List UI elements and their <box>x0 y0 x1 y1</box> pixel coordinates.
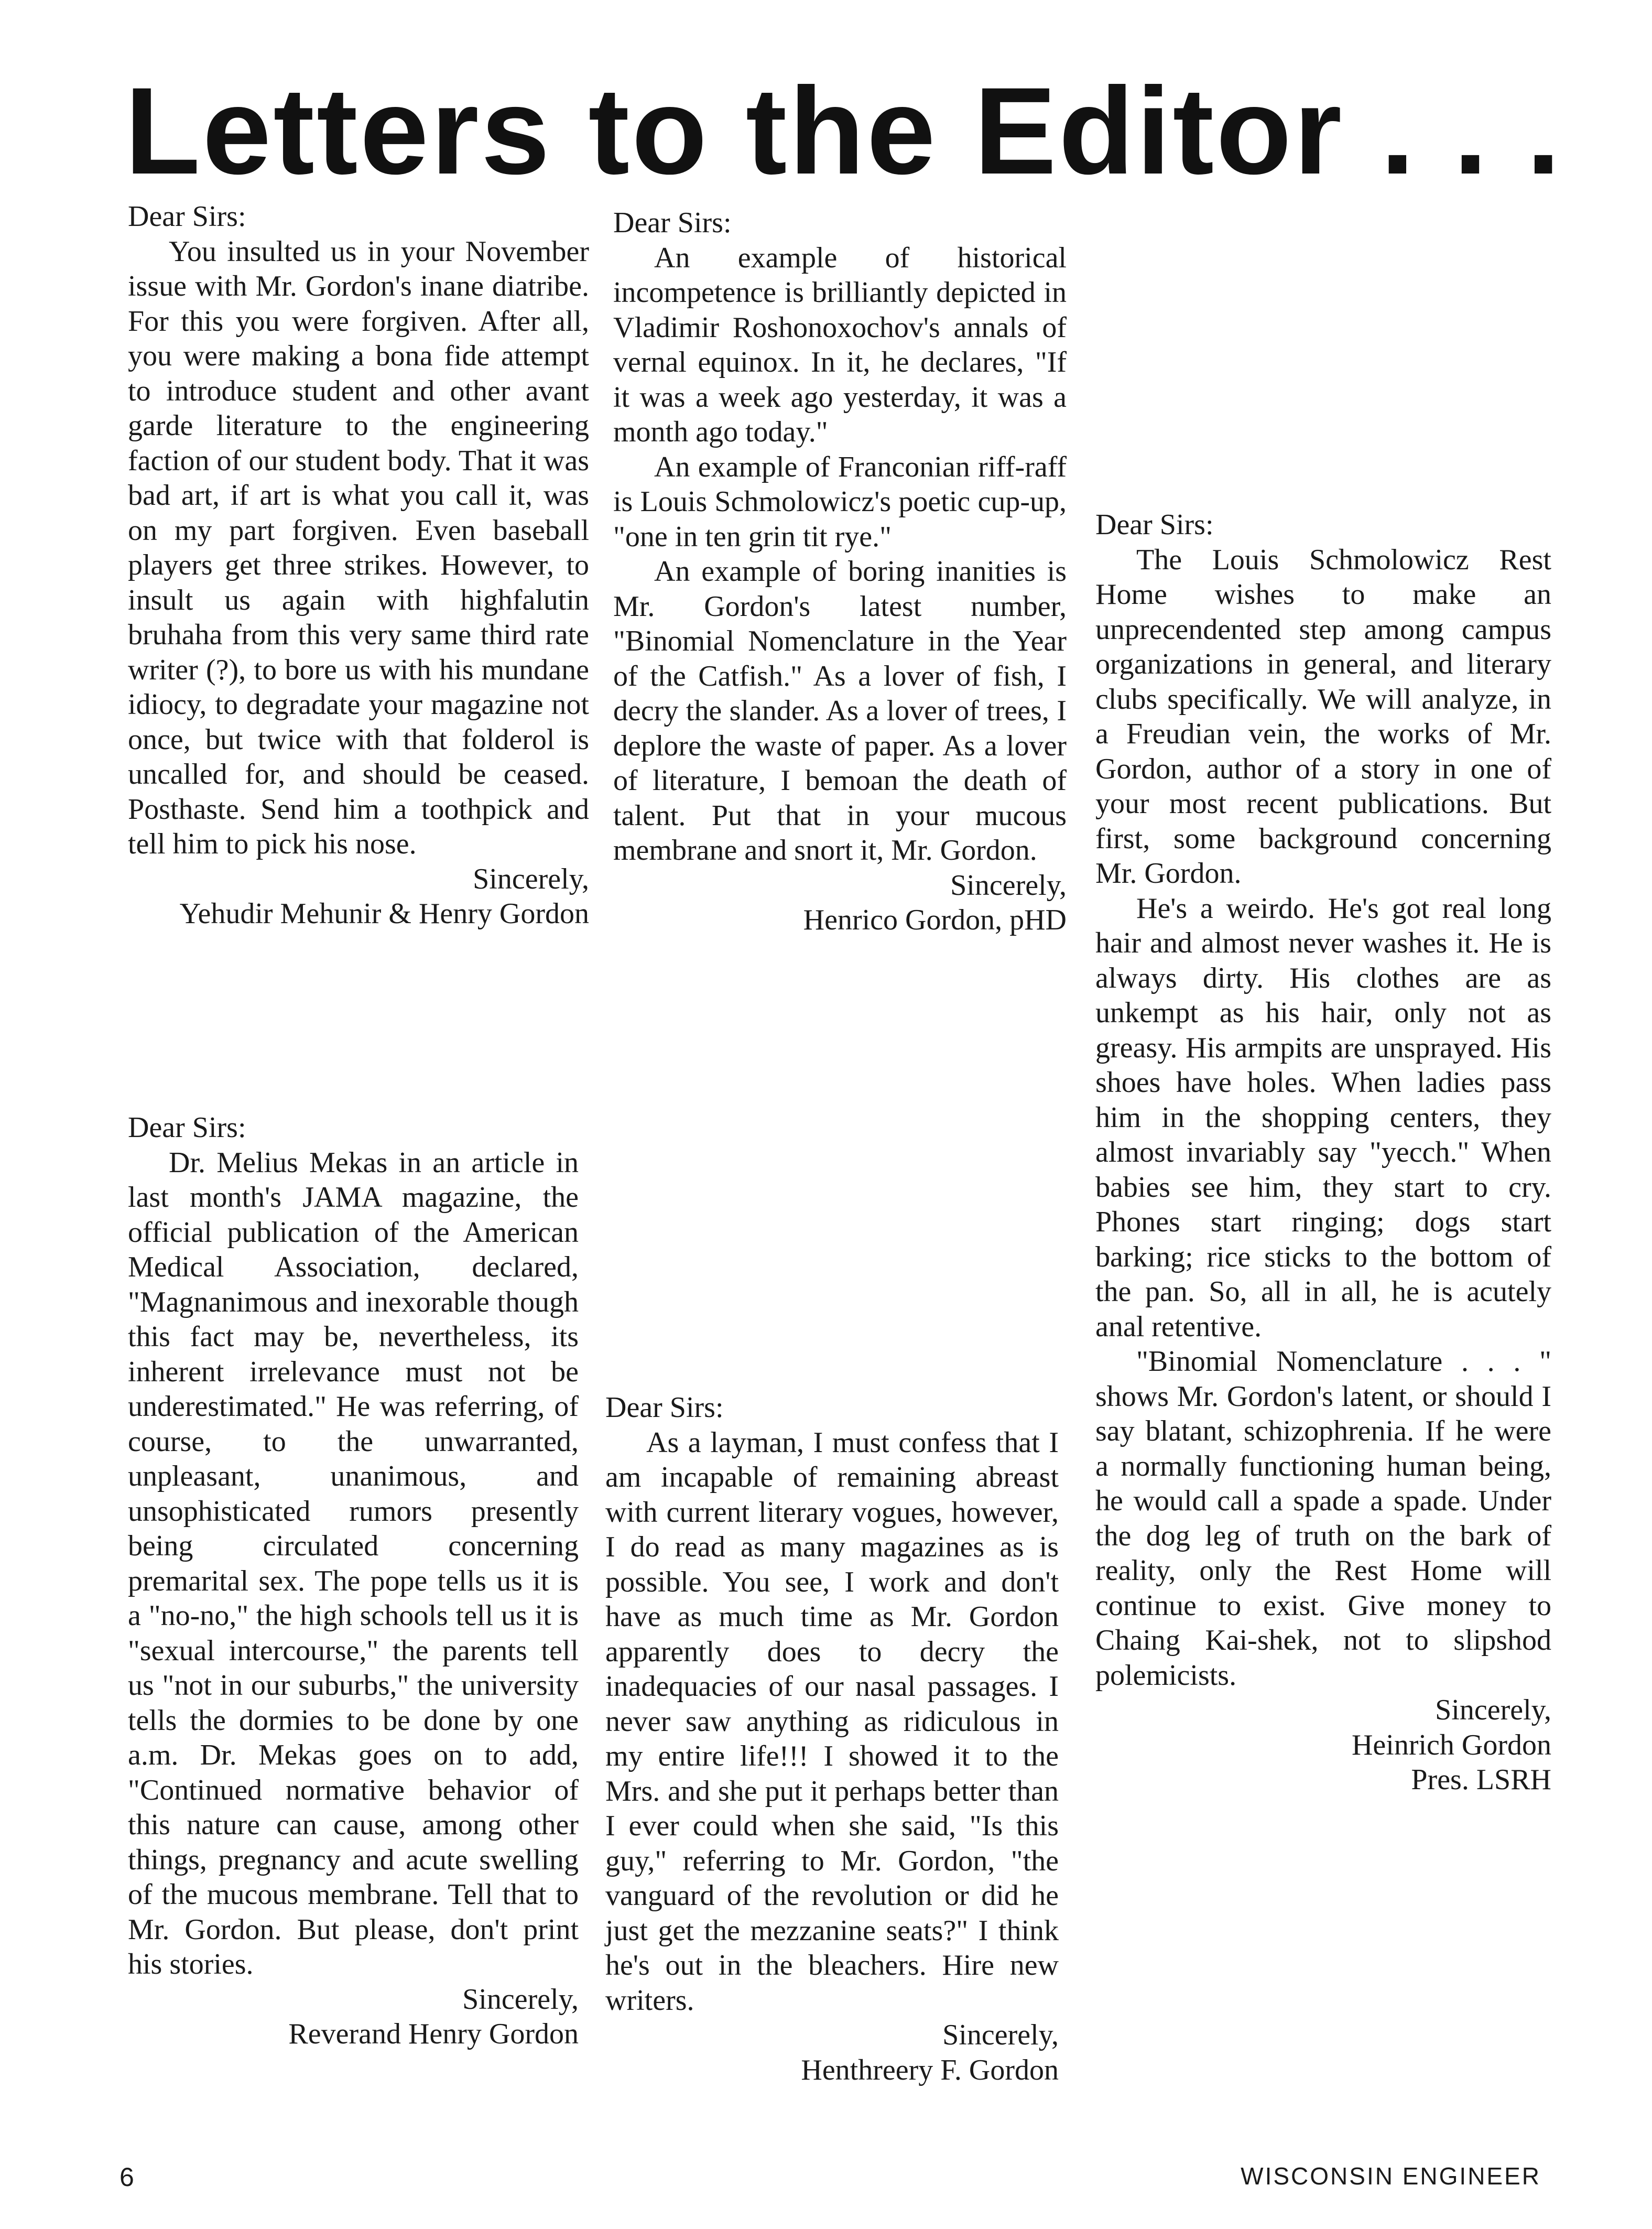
letter-salutation: Dear Sirs: <box>605 1391 724 1424</box>
letter-henthreery-gordon <box>605 1390 1059 2087</box>
letter-reverand-henry-gordon <box>128 1110 579 2052</box>
letter-paragraph: "Binomial Nomenclature . . . " shows Mr. Gordon's latent, or should I say blatant, schizophrenia. If he were a normally functioning human being, he would call a spade a spade. Under the dog leg of truth on the bark of reality, only the Rest Home will continue to exist. Give money to Chaing Kai-shek, not to slipshod polemicists. <box>1095 1345 1551 1692</box>
letter-signatory: Henthreery F. Gordon <box>801 2053 1059 2086</box>
letter-salutation: Dear Sirs: <box>128 200 246 233</box>
letter-heinrich-gordon <box>1095 507 1551 1798</box>
letter-closing: Sincerely, <box>950 869 1067 902</box>
letter-salutation: Dear Sirs: <box>128 1111 246 1144</box>
page-title: Letters to the Editor . . . <box>125 62 1563 200</box>
letter-signatory-title: Pres. LSRH <box>1411 1763 1551 1796</box>
publication-name: WISCONSIN ENGINEER <box>1241 2162 1541 2190</box>
letter-signatory: Reverand Henry Gordon <box>288 2018 579 2050</box>
letter-paragraph: The Louis Schmolowicz Rest Home wishes to make an unprecendented step among campus organizations in general, and literary clubs specifically. We will analyze, in a Freudian vein, the works of Mr. Gordon, author of a story in one of your most recent publications. But first, some background concerning Mr. Gordon. <box>1095 543 1551 890</box>
letter-closing: Sincerely, <box>1435 1694 1551 1726</box>
letter-paragraph: You insulted us in your November issue with Mr. Gordon's inane diatribe. For this you were forgiven. After all, you were making a bona fide attempt to introduce student and other avant garde literature to the engineering faction of our student body. That it was bad art, if art is what you call it, was on my part forgiven. Even baseball players get three strikes. However, to insult us again with highfalutin bruhaha from this very same third rate writer (?), to bore us with his mundane idiocy, to degradate your magazine not once, but twice with that folderol is uncalled for, and should be ceased. Posthaste. Send him a toothpick and tell him to pick his nose. <box>128 235 589 860</box>
letter-closing: Sincerely, <box>473 862 589 895</box>
letter-closing: Sincerely, <box>462 1983 579 2016</box>
letter-paragraph: Dr. Melius Mekas in an article in last month's JAMA magazine, the official publication of the American Medical Association, declared, "Magnanimous and inexorable though this fact may be, nevertheless, its inherent irrelevance must not be underestimated." He was referring, of course, to the unwarranted, unpleasant, unanimous, and unsophisticated rumors presently being circulated concerning premarital sex. The pope tells us it is a "no-no," the high schools tell us it is "sexual intercourse," the parents tell us "not in our suburbs," the university tells the dormies to be done by one a.m. Dr. Mekas goes on to add, "Continued normative behavior of this nature can cause, among other things, pregnancy and acute swelling of the mucous membrane. Tell that to Mr. Gordon. But please, don't print his stories. <box>128 1146 579 1981</box>
letter-henrico-gordon <box>613 205 1067 938</box>
letter-yehudir-mehunir <box>128 199 589 932</box>
letter-signatory: Heinrich Gordon <box>1351 1728 1551 1761</box>
letter-paragraph: An example of Franconian riff-raff is Louis Schmolowicz's poetic cup-up, "one in ten grin tit rye." <box>613 450 1067 553</box>
letter-paragraph: As a layman, I must confess that I am incapable of remaining abreast with current literary vogues, however, I do read as many magazines as is possible. You see, I work and don't have as much time as Mr. Gordon apparently does to decry the inadequacies of our nasal passages. I never saw anything as ridiculous in my entire life!!! I showed it to the Mrs. and she put it perhaps better than I ever could when she said, "Is this guy," referring to Mr. Gordon, "the vanguard of the revolution or did he just get the mezzanine seats?" I think he's out in the bleachers. Hire new writers. <box>605 1426 1059 2017</box>
letter-paragraph: An example of historical incompetence is brilliantly depicted in Vladimir Roshonoxochov's annals of vernal equinox. In it, he declares, "If it was a week ago yesterday, it was a month ago today." <box>613 241 1067 448</box>
page-number: 6 <box>119 2162 134 2192</box>
letter-signatory: Yehudir Mehunir & Henry Gordon <box>179 897 589 930</box>
letter-salutation: Dear Sirs: <box>1095 508 1214 541</box>
letter-salutation: Dear Sirs: <box>613 207 732 239</box>
letter-paragraph: An example of boring inanities is Mr. Gordon's latest number, "Binomial Nomenclature in the Year of the Catfish." As a lover of fish, I decry the slander. As a lover of trees, I deplore the waste of paper. As a lover of literature, I bemoan the death of talent. Put that in your mucous membrane and snort it, Mr. Gordon. <box>613 555 1067 867</box>
letter-signatory: Henrico Gordon, pHD <box>803 904 1067 936</box>
letter-closing: Sincerely, <box>942 2019 1059 2051</box>
letter-paragraph: He's a weirdo. He's got real long hair and almost never washes it. He is always dirty. His clothes are as unkempt as his hair, only not as greasy. His armpits are unsprayed. His shoes have holes. When ladies pass him in the shopping centers, they almost invariably say "yecch." When babies see him, they start to cry. Phones start ringing; dogs start barking; rice sticks to the bottom of the pan. So, all in all, he is acutely anal retentive. <box>1095 892 1551 1343</box>
